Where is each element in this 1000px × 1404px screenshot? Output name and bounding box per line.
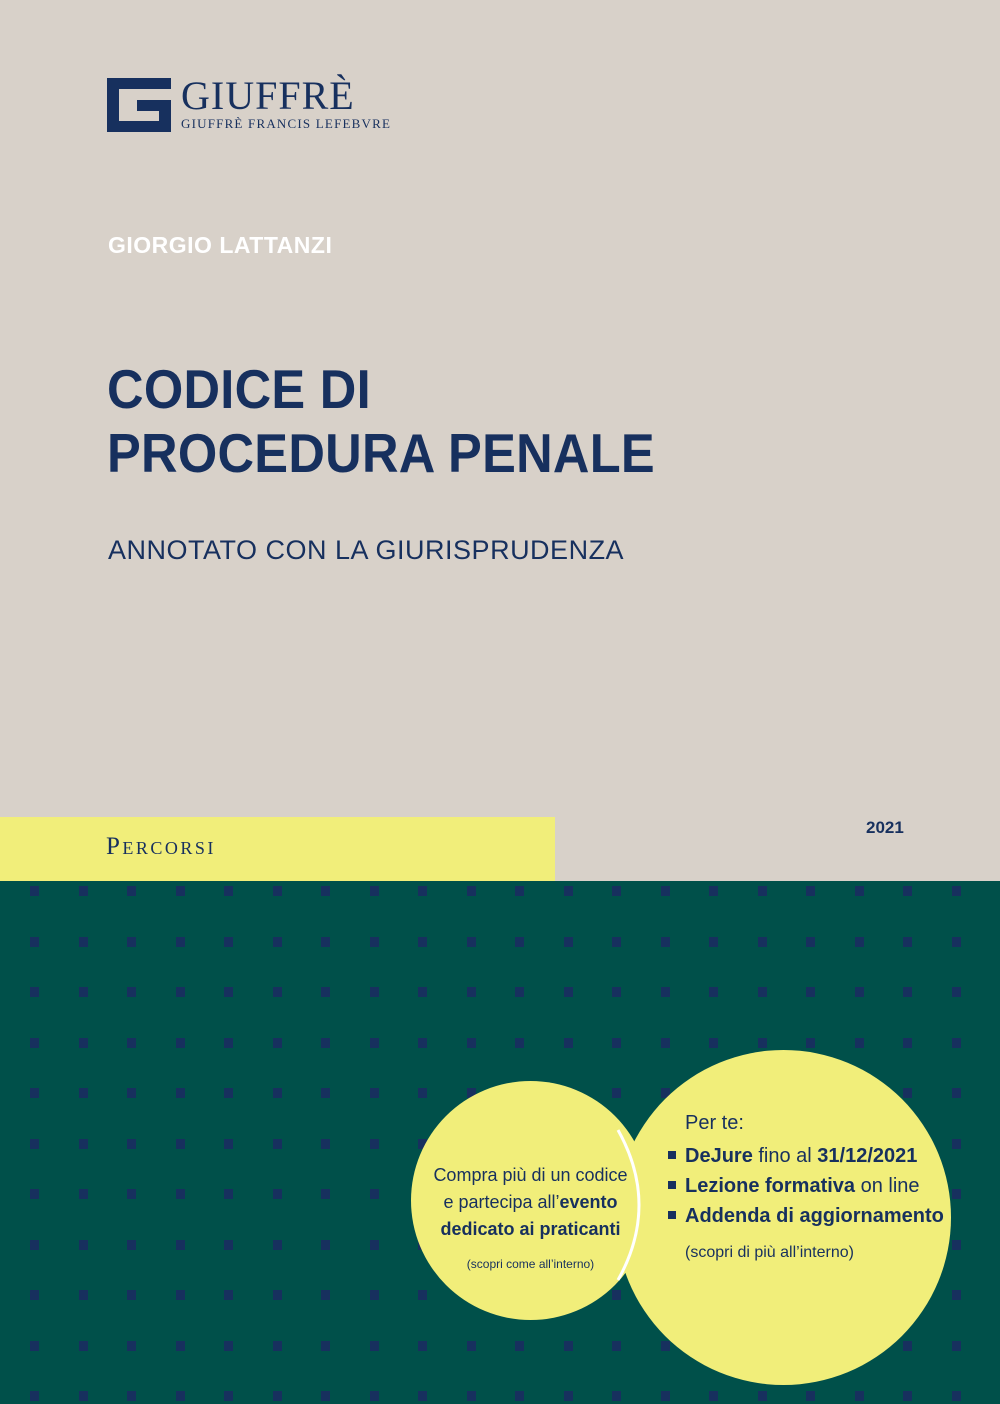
pattern-dot <box>321 987 330 997</box>
promo-left-line2: e partecipa all’evento <box>443 1192 618 1212</box>
pattern-dot <box>79 1088 88 1098</box>
pattern-dot <box>176 937 185 947</box>
pattern-dot <box>661 1038 670 1048</box>
pattern-dot <box>224 1290 233 1300</box>
pattern-dot <box>224 937 233 947</box>
promo-right-item: Addenda di aggiornamento <box>668 1205 944 1228</box>
pattern-dot <box>127 1391 136 1401</box>
pattern-dot <box>709 1038 718 1048</box>
pattern-dot <box>176 886 185 896</box>
pattern-dot <box>79 1240 88 1250</box>
pattern-dot <box>321 1290 330 1300</box>
pattern-dot <box>709 987 718 997</box>
pattern-dot <box>564 1391 573 1401</box>
pattern-dot <box>273 937 282 947</box>
pattern-dot <box>612 1341 621 1351</box>
pattern-dot <box>370 1038 379 1048</box>
publisher-subtitle: GIUFFRÈ FRANCIS LEFEBVRE <box>181 116 392 131</box>
pattern-dot <box>903 1341 912 1351</box>
pattern-dot <box>903 886 912 896</box>
pattern-dot <box>661 886 670 896</box>
pattern-dot <box>321 1038 330 1048</box>
pattern-dot <box>176 1088 185 1098</box>
pattern-dot <box>564 937 573 947</box>
edition-year: 2021 <box>866 818 904 837</box>
pattern-dot <box>79 1290 88 1300</box>
pattern-dot <box>612 1290 621 1300</box>
pattern-dot <box>30 1088 39 1098</box>
pattern-dot <box>127 886 136 896</box>
pattern-dot <box>224 1189 233 1199</box>
pattern-dot <box>806 886 815 896</box>
pattern-dot <box>176 1341 185 1351</box>
giuffre-g-logo-icon <box>107 78 171 132</box>
pattern-dot <box>515 937 524 947</box>
book-subtitle: ANNOTATO CON LA GIURISPRUDENZA <box>108 535 625 565</box>
pattern-dot <box>903 1038 912 1048</box>
pattern-dot <box>661 937 670 947</box>
pattern-dot <box>79 1391 88 1401</box>
pattern-dot <box>176 1139 185 1149</box>
pattern-dot <box>321 1139 330 1149</box>
pattern-dot <box>224 1341 233 1351</box>
pattern-dot <box>30 937 39 947</box>
pattern-dot <box>855 987 864 997</box>
pattern-dot <box>661 1391 670 1401</box>
pattern-dot <box>176 1391 185 1401</box>
pattern-dot <box>370 1139 379 1149</box>
pattern-dot <box>224 1088 233 1098</box>
pattern-dot <box>806 937 815 947</box>
pattern-dot <box>952 987 961 997</box>
pattern-dot <box>30 1189 39 1199</box>
pattern-dot <box>321 1088 330 1098</box>
pattern-dot <box>321 1189 330 1199</box>
pattern-dot <box>806 1391 815 1401</box>
promo-left-line1: Compra più di un codice <box>433 1165 628 1185</box>
promo-left-line3: dedicato ai praticanti <box>440 1219 621 1239</box>
pattern-dot <box>952 1189 961 1199</box>
pattern-dot <box>273 987 282 997</box>
pattern-dot <box>952 886 961 896</box>
pattern-dot <box>79 987 88 997</box>
pattern-dot <box>564 987 573 997</box>
pattern-dot <box>370 987 379 997</box>
pattern-dot <box>515 1391 524 1401</box>
pattern-dot <box>321 1341 330 1351</box>
pattern-dot <box>758 937 767 947</box>
pattern-dot <box>127 1290 136 1300</box>
pattern-dot <box>418 1391 427 1401</box>
pattern-dot <box>952 1088 961 1098</box>
pattern-dot <box>758 1038 767 1048</box>
pattern-dot <box>418 937 427 947</box>
pattern-dot <box>612 987 621 997</box>
pattern-dot <box>127 1189 136 1199</box>
pattern-dot <box>515 886 524 896</box>
pattern-dot <box>127 1139 136 1149</box>
pattern-dot <box>30 1139 39 1149</box>
pattern-dot <box>952 1139 961 1149</box>
pattern-dot <box>467 1341 476 1351</box>
pattern-dot <box>176 1290 185 1300</box>
pattern-dot <box>515 987 524 997</box>
pattern-dot <box>79 1341 88 1351</box>
promo-right-heading: Per te: <box>685 1112 744 1134</box>
pattern-dot <box>661 1341 670 1351</box>
pattern-dot <box>273 886 282 896</box>
promo-left-note: (scopri come all’interno) <box>466 1257 595 1271</box>
pattern-dot <box>224 1391 233 1401</box>
pattern-dot <box>952 1341 961 1351</box>
pattern-dot <box>30 1341 39 1351</box>
pattern-dot <box>855 886 864 896</box>
pattern-dot <box>467 886 476 896</box>
pattern-dot <box>564 1038 573 1048</box>
pattern-dot <box>224 1240 233 1250</box>
pattern-dot <box>952 1038 961 1048</box>
pattern-dot <box>612 1038 621 1048</box>
publisher-brand: GIUFFRÈ <box>181 73 355 118</box>
pattern-dot <box>224 1139 233 1149</box>
pattern-dot <box>273 1088 282 1098</box>
series-label: Percorsi <box>106 833 216 860</box>
pattern-dot <box>612 1088 621 1098</box>
pattern-dot <box>79 1139 88 1149</box>
pattern-dot <box>273 1290 282 1300</box>
pattern-dot <box>224 987 233 997</box>
pattern-dot <box>127 1341 136 1351</box>
pattern-dot <box>127 1088 136 1098</box>
bullet-icon <box>668 1151 676 1159</box>
pattern-dot <box>612 886 621 896</box>
pattern-dot <box>370 1189 379 1199</box>
pattern-dot <box>418 886 427 896</box>
pattern-dot <box>370 1088 379 1098</box>
pattern-dot <box>30 1038 39 1048</box>
pattern-dot <box>903 987 912 997</box>
pattern-dot <box>952 1290 961 1300</box>
pattern-dot <box>273 1189 282 1199</box>
pattern-dot <box>855 1391 864 1401</box>
pattern-dot <box>79 1189 88 1199</box>
pattern-dot <box>903 937 912 947</box>
pattern-dot <box>127 937 136 947</box>
pattern-dot <box>758 1391 767 1401</box>
pattern-dot <box>127 1240 136 1250</box>
pattern-dot <box>127 1038 136 1048</box>
pattern-dot <box>612 1391 621 1401</box>
pattern-dot <box>321 1391 330 1401</box>
pattern-dot <box>806 987 815 997</box>
pattern-dot <box>952 937 961 947</box>
publisher-logo <box>107 73 392 132</box>
pattern-dot <box>515 1341 524 1351</box>
pattern-dot <box>758 987 767 997</box>
pattern-dot <box>370 937 379 947</box>
pattern-dot <box>224 1038 233 1048</box>
pattern-dot <box>467 937 476 947</box>
pattern-dot <box>855 937 864 947</box>
pattern-dot <box>273 1139 282 1149</box>
pattern-dot <box>952 1391 961 1401</box>
pattern-dot <box>321 937 330 947</box>
pattern-dot <box>273 1391 282 1401</box>
promo-right-item: DeJure fino al 31/12/2021 <box>668 1145 917 1168</box>
pattern-dot <box>30 1391 39 1401</box>
pattern-dot <box>321 1240 330 1250</box>
pattern-dot <box>467 1038 476 1048</box>
pattern-dot <box>709 886 718 896</box>
pattern-dot <box>224 886 233 896</box>
pattern-dot <box>370 886 379 896</box>
pattern-dot <box>418 987 427 997</box>
pattern-dot <box>418 1038 427 1048</box>
pattern-dot <box>418 1088 427 1098</box>
pattern-dot <box>806 1038 815 1048</box>
pattern-dot <box>709 1391 718 1401</box>
pattern-dot <box>709 937 718 947</box>
pattern-dot <box>176 1240 185 1250</box>
book-title <box>107 357 655 485</box>
book-title-line2: PROCEDURA PENALE <box>107 422 655 484</box>
pattern-dot <box>515 1038 524 1048</box>
pattern-dot <box>321 886 330 896</box>
pattern-dot <box>564 1341 573 1351</box>
bullet-icon <box>668 1181 676 1189</box>
pattern-dot <box>370 1391 379 1401</box>
pattern-dot <box>564 886 573 896</box>
pattern-dot <box>30 886 39 896</box>
promo-right-note: (scopri di più all’interno) <box>685 1244 854 1261</box>
bullet-icon <box>668 1211 676 1219</box>
pattern-dot <box>758 886 767 896</box>
pattern-dot <box>903 1391 912 1401</box>
pattern-dot <box>855 1038 864 1048</box>
book-title-line1: CODICE DI <box>107 358 371 420</box>
pattern-dot <box>273 1038 282 1048</box>
pattern-dot <box>79 1038 88 1048</box>
pattern-dot <box>176 1038 185 1048</box>
pattern-dot <box>273 1341 282 1351</box>
author-name: GIORGIO LATTANZI <box>108 232 333 258</box>
series-band <box>0 817 555 881</box>
promo-right-item: Lezione formativa on line <box>668 1175 920 1198</box>
pattern-dot <box>370 1240 379 1250</box>
pattern-dot <box>30 987 39 997</box>
pattern-dot <box>79 886 88 896</box>
pattern-dot <box>903 1088 912 1098</box>
pattern-dot <box>418 1341 427 1351</box>
pattern-dot <box>273 1240 282 1250</box>
pattern-dot <box>418 1290 427 1300</box>
pattern-dot <box>30 1240 39 1250</box>
pattern-dot <box>79 937 88 947</box>
pattern-dot <box>952 1240 961 1250</box>
pattern-dot <box>176 987 185 997</box>
pattern-dot <box>612 937 621 947</box>
pattern-dot <box>467 1391 476 1401</box>
pattern-dot <box>30 1290 39 1300</box>
pattern-dot <box>176 1189 185 1199</box>
pattern-dot <box>370 1290 379 1300</box>
pattern-dot <box>661 987 670 997</box>
pattern-dot <box>370 1341 379 1351</box>
pattern-dot <box>467 987 476 997</box>
pattern-dot <box>127 987 136 997</box>
